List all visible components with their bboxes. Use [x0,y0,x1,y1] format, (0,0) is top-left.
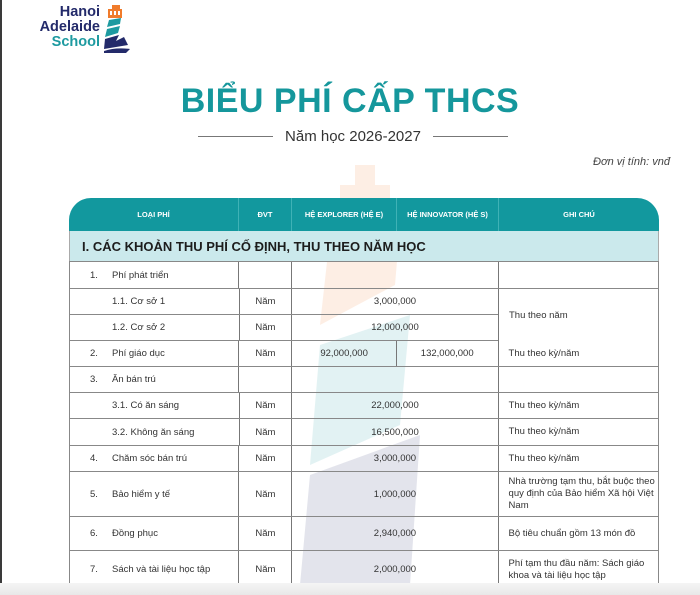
fee-note [499,367,658,392]
fee-note [499,262,658,288]
fee-name [70,517,239,550]
table-header [69,198,659,231]
row-label: Sách và tài liệu học tập [112,564,211,575]
page-title: BIỂU PHÍ CẤP THCS [180,82,520,120]
row-number: 3. [90,374,98,385]
row-label: Bảo hiểm y tế [112,488,171,500]
divider-right [433,136,508,137]
fee-unit: Năm [240,419,293,445]
fee-value [292,367,498,392]
fee-note: Thu theo kỳ/năm [508,347,580,359]
table-row [70,445,658,471]
logo-line-3: School [51,34,100,50]
fee-name: 1.1. Cơ sở 1 [70,289,240,314]
fee-unit [239,262,292,288]
lighthouse-icon [102,5,132,55]
fee-unit: Năm [239,551,292,588]
fee-table [69,198,659,595]
row-label: Phí giáo dục [112,348,165,359]
fee-note: Thu theo kỳ/năm [508,452,580,464]
fee-unit: Năm [239,472,292,516]
fee-value-innovator: 132,000,000 [397,341,499,366]
fee-note: Thu theo kỳ/năm [508,426,580,437]
col-header-unit: ĐVT [239,198,292,231]
fee-note-merged: Thu theo năm [498,289,658,341]
divider-left [198,136,273,137]
fee-unit: Năm [239,446,292,471]
fee-unit: Năm [240,315,293,340]
school-logo [28,5,138,65]
logo-line-2: Adelaide [39,19,100,35]
logo-wordmark [28,5,100,50]
currency-unit: Đơn vị tính: vnđ [593,156,670,168]
fee-note: Thu theo kỳ/năm [508,399,580,411]
fee-note: Phí tạm thu đầu năm: Sách giáo khoa và tài liệu học tập [508,557,645,581]
table-row [70,392,658,418]
row-number: 7. [90,564,98,575]
row-label: Ăn bán trú [112,374,156,385]
fee-name [70,367,239,392]
row-number: 2. [90,348,98,359]
col-header-innovator: HỆ INNOVATOR (HỆ S) [397,198,499,231]
table-row [70,516,658,550]
fee-value-explorer: 92,000,000 [292,341,397,366]
fee-note: Nhà trường tạm thu, bắt buộc theo quy định của Bảo hiểm Xã hội Việt Nam [508,476,655,511]
table-row [70,261,658,288]
fee-name: 3.2. Không ăn sáng [70,419,240,445]
fee-unit: Năm [240,393,293,418]
page-bottom-shadow [0,583,700,595]
fee-name [70,446,239,471]
col-header-explorer: HỆ EXPLORER (HỆ E) [292,198,397,231]
fee-name: 3.1. Có ăn sáng [70,393,240,418]
fee-unit: Năm [240,289,293,314]
col-header-notes: GHI CHÚ [563,210,595,219]
fee-name [70,262,239,288]
subtitle-row [198,126,508,146]
fee-unit: Năm [239,341,292,366]
fee-name [70,472,239,516]
fee-value [292,262,498,288]
fee-value: 12,000,000 [292,315,498,340]
fee-value: 1,000,000 [292,472,498,516]
fee-note: Bộ tiêu chuẩn gồm 13 món đồ [508,527,636,539]
row-label: Phí phát triển [112,269,169,281]
row-number: 5. [90,488,98,500]
fee-value: 16,500,000 [292,419,498,445]
fee-value: 3,000,000 [292,446,498,471]
row-group-development-fee [70,288,658,340]
fee-name: 1.2. Cơ sở 2 [70,315,240,340]
fee-value: 22,000,000 [292,393,498,418]
col-header-fee-type: LOẠI PHÍ [69,198,239,231]
fee-value: 2,940,000 [292,517,498,550]
table-row [70,366,658,392]
table-row [70,471,658,516]
table-row [70,340,658,366]
logo-line-1: Hanoi [59,4,100,20]
row-number: 1. [90,269,98,281]
row-label: Chăm sóc bán trú [112,453,187,464]
school-year: Năm học 2026-2027 [285,127,421,145]
row-label: Đồng phục [112,528,158,539]
table-body [69,261,659,588]
row-number: 6. [90,528,98,539]
fee-unit [239,367,292,392]
table-row [70,418,658,445]
fee-value: 3,000,000 [292,289,498,314]
fee-unit: Năm [239,517,292,550]
fee-value: 2,000,000 [292,551,498,588]
section-title: I. CÁC KHOẢN THU PHÍ CỐ ĐỊNH, THU THEO NĂM HỌC [69,231,659,261]
row-number: 4. [90,453,98,464]
fee-name [70,341,239,366]
